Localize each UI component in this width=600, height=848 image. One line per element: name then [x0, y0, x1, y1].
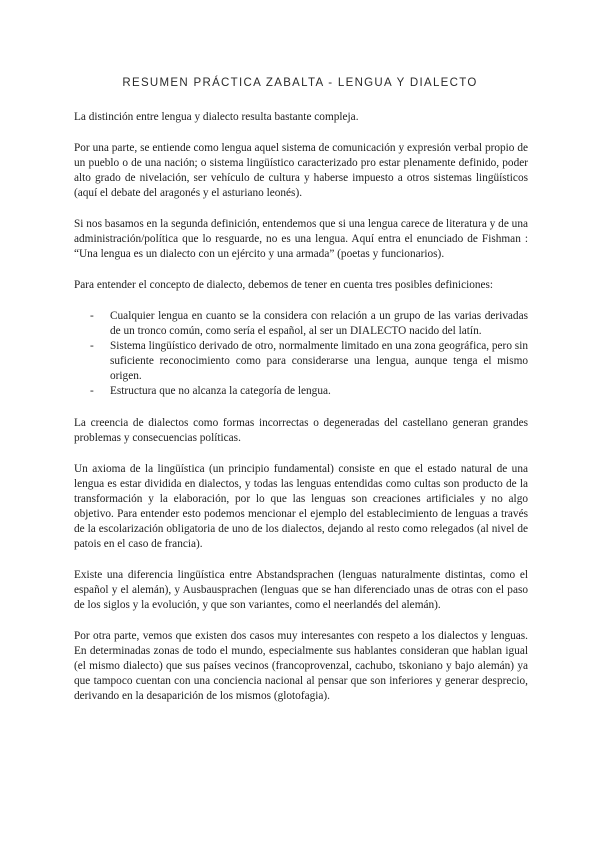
paragraph-fishman: Si nos basamos en la segunda definición, entendemos que si una lengua carece de literatura y de una administración/política que lo resguarde, no es una lengua. Aquí entra el enunciado de Fishman : “Una lengua es un dialecto con un ejército y una armada” (poetas y funcionarios). [74, 218, 528, 260]
definitions-list [74, 309, 528, 399]
paragraph-glotofagia: Por otra parte, vemos que existen dos casos muy interesantes con respeto a los dialectos y lenguas. En determinadas zonas de todo el mundo, especialmente sus hablantes consideran que hablan igual (el mismo dialecto) que sus países vecinos (francoprovenzal, cachubo, tskoniano y bajo alemán) ya que tampoco cuentan con una conciencia nacional al pensar que son inferiores y generar desprecio, derivando en la desaparición de los mismos (glotofagia). [74, 630, 528, 702]
page-title: RESUMEN PRÁCTICA ZABALTA - LENGUA Y DIALECTO [122, 77, 478, 89]
paragraph-abstand-ausbau: Existe una diferencia lingüística entre Abstandsprachen (lenguas naturalmente distintas, como el español y el alemán), y Ausbausprachen (lenguas que se han diferenciado unas de otras con el paso de los siglos y la evolución, y que son variantes, como el neerlandés del alemán). [74, 569, 528, 611]
list-item [90, 384, 528, 399]
list-item-text: Estructura que no alcanza la categoría de lengua. [110, 385, 331, 397]
paragraph-intro: La distinción entre lengua y dialecto resulta bastante compleja. [74, 111, 359, 123]
paragraph-creencia: La creencia de dialectos como formas incorrectas o degeneradas del castellano generan grandes problemas y consecuencias políticas. [74, 417, 528, 444]
paragraph-lengua-definition: Por una parte, se entiende como lengua aquel sistema de comunicación y expresión verbal propio de un pueblo o de una nación; o sistema lingüístico caracterizado pro estar plenamente definido, poder alto grado de nivelación, ser vehículo de cultura y haberse impuesto a otros sistemas lingüísticos (aquí el debate del aragonés y el asturiano leonés). [74, 142, 528, 199]
list-marker: - [90, 385, 94, 397]
list-item-text: Sistema lingüístico derivado de otro, normalmente limitado en una zona geográfica, pero sin suficiente reconocimiento como para considerarse una lengua, aunque tenga el mismo origen. [110, 340, 528, 382]
document-body [74, 110, 528, 720]
paragraph-dialecto-intro: Para entender el concepto de dialecto, debemos de tener en cuenta tres posibles definiciones: [74, 279, 494, 291]
paragraph-axioma: Un axioma de la lingüística (un principio fundamental) consiste en que el estado natural de una lengua es estar dividida en dialectos, y todas las lenguas entendidas como cultas son producto de la transformación y la elaboración, por lo que las lenguas son creaciones artificiales y no algo objetivo. Para entender esto podemos mencionar el ejemplo del establecimiento de lenguas a través de la escolarización obligatoria de uno de los dialectos, dejando al resto como relegados (al nivel de patois en el caso de francia). [74, 463, 528, 550]
list-item-text: Cualquier lengua en cuanto se la considera con relación a un grupo de las varias derivadas de un tronco común, como sería el español, al ser un DIALECTO nacido del latín. [110, 310, 528, 337]
list-item [90, 309, 528, 339]
list-marker: - [90, 310, 94, 322]
list-item [90, 339, 528, 384]
list-marker: - [90, 340, 94, 352]
